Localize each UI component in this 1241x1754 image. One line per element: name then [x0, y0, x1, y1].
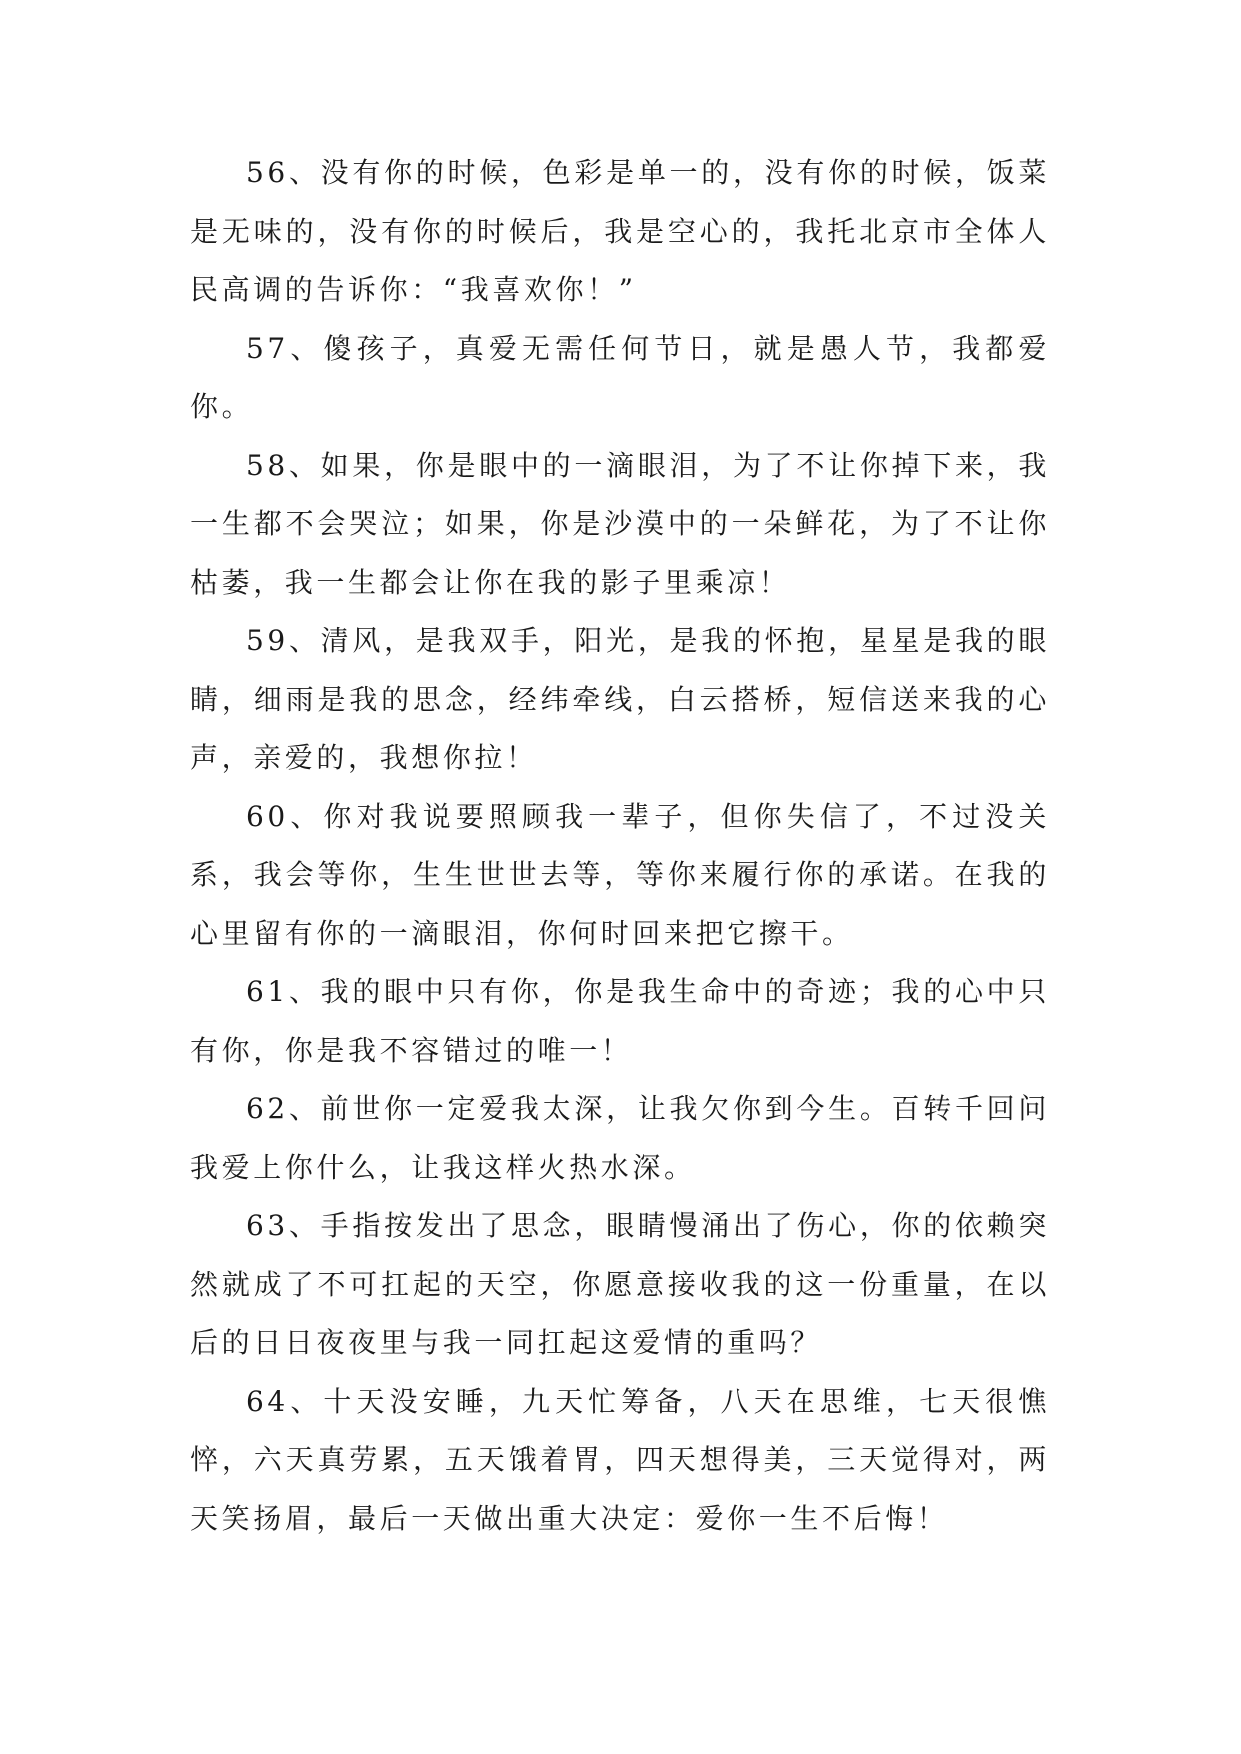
paragraph-57: 57、傻孩子，真爱无需任何节日，就是愚人节，我都爱你。 [190, 331, 1050, 423]
paragraph-59: 59、清风，是我双手，阳光，是我的怀抱，星星是我的眼睛，细雨是我的思念，经纬牵线，白云搭桥，短信送来我的心声，亲爱的，我想你拉！ [190, 624, 1050, 774]
paragraph-61: 61、我的眼中只有你，你是我生命中的奇迹；我的心中只有你，你是我不容错过的唯一！ [190, 975, 1050, 1067]
paragraph-60: 60、你对我说要照顾我一辈子，但你失信了，不过没关系，我会等你，生生世世去等，等你来履行你的承诺。在我的心里留有你的一滴眼泪，你何时回来把它擦干。 [190, 799, 1050, 950]
paragraph-63: 63、手指按发出了思念，眼睛慢涌出了伤心，你的依赖突然就成了不可扛起的天空，你愿意接收我的这一份重量，在以后的日日夜夜里与我一同扛起这爱情的重吗？ [190, 1209, 1050, 1359]
paragraph-64: 64、十天没安睡，九天忙筹备，八天在思维，七天很憔悴，六天真劳累，五天饿着胃，四天想得美，三天觉得对，两天笑扬眉，最后一天做出重大决定：爱你一生不后悔！ [190, 1384, 1050, 1535]
paragraph-58: 58、如果，你是眼中的一滴眼泪，为了不让你掉下来，我一生都不会哭泣；如果，你是沙漠中的一朵鲜花，为了不让你枯萎，我一生都会让你在我的影子里乘凉！ [190, 448, 1050, 599]
paragraph-62: 62、前世你一定爱我太深，让我欠你到今生。百转千回问我爱上你什么，让我这样火热水深。 [190, 1092, 1050, 1184]
document-body [190, 144, 1050, 1548]
paragraph-56: 56、没有你的时候，色彩是单一的，没有你的时候，饭菜是无味的，没有你的时候后，我是空心的，我托北京市全体人民高调的告诉你：“我喜欢你！” [190, 156, 1050, 306]
